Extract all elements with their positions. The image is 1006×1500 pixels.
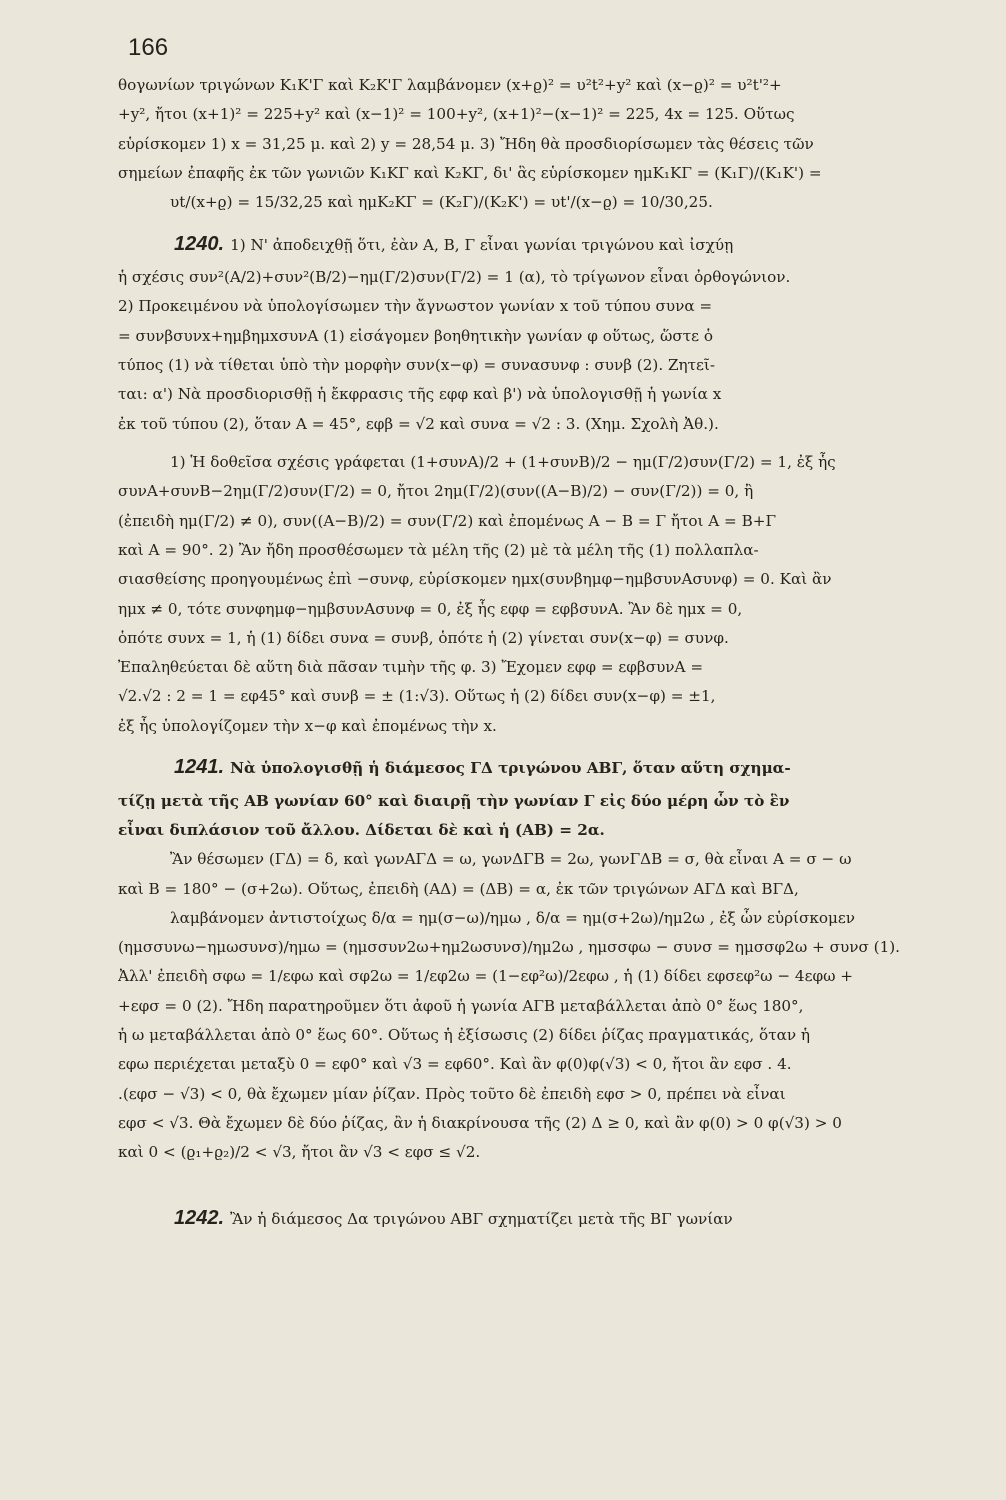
problem-1240-line — [118, 230, 966, 260]
text-line: ἡ ω μεταβάλλεται ἀπὸ 0° ἕως 60°. Οὕτως ἡ ἐξίσωσις (2) δίδει ῥίζας πραγματικάς, ὅταν ἡ — [118, 1026, 811, 1044]
text-line: Ἀλλ' ἐπειδὴ σφω = 1/εφω καὶ σφ2ω = 1/εφ2ω = (1−εφ²ω)/2εφω , ἡ (1) δίδει εφσεφ²ω − 4εφω + — [118, 967, 854, 986]
text-line: √2.√2 : 2 = 1 = εφ45° καὶ συνβ = ± (1:√3). Οὕτως ἡ (2) δίδει συν(x−φ) = ±1, — [118, 687, 716, 706]
page-number: 166 — [128, 34, 169, 61]
text-line: ὁπότε συνx = 1, ἡ (1) δίδει συνα = συνβ, ὁπότε ἡ (2) γίνεται συν(x−φ) = συνφ. — [118, 628, 729, 647]
text-line: .(εφσ − √3) < 0, θὰ ἔχωμεν μίαν ῥίζαν. Πρὸς τοῦτο δὲ ἐπειδὴ εφσ > 0, πρέπει νὰ εἶναι — [118, 1084, 786, 1103]
problem-text: 1) Ν' ἀποδειχθῇ ὅτι, ἐὰν Α, Β, Γ εἶναι γωνίαι τριγώνου καὶ ἰσχύῃ — [230, 235, 734, 254]
text-line: 2) Προκειμένου νὰ ὑπολογίσωμεν τὴν ἄγνωστον γωνίαν x τοῦ τύπου συνα = — [118, 297, 713, 316]
text-line: Ἐπαληθεύεται δὲ αὕτη διὰ πᾶσαν τιμὴν τῆς φ. 3) Ἔχομεν εφφ = εφβσυνΑ = — [118, 658, 704, 677]
problem-1242-line — [118, 1204, 966, 1234]
text-line: τίζῃ μετὰ τῆς ΑΒ γωνίαν 60° καὶ διαιρῇ τὴν γωνίαν Γ εἰς δύο μέρη ὧν τὸ ἓν — [118, 791, 790, 810]
solution-line: Ἂν θέσωμεν (ΓΔ) = δ, καὶ γωνΑΓΔ = ω, γωνΔΓΒ = 2ω, γωνΓΔΒ = σ, θὰ εἶναι Α = σ − ω — [170, 850, 852, 869]
text-line: = συνβσυνx+ημβημxσυνΑ (1) εἰσάγομεν βοηθητικὴν γωνίαν φ οὕτως, ὥστε ὁ — [118, 326, 714, 345]
text-line: εἶναι διπλάσιον τοῦ ἄλλου. Δίδεται δὲ καὶ ἡ (ΑΒ) = 2α. — [118, 820, 605, 839]
page-text — [118, 74, 966, 1240]
problem-text: Ἂν ἡ διάμεσος Δα τριγώνου ΑΒΓ σχηματίζει μετὰ τῆς ΒΓ γωνίαν — [230, 1209, 733, 1228]
text-line: εφω περιέχεται μεταξὺ 0 = εφ0° καὶ √3 = εφ60°. Καὶ ἂν φ(0)φ(√3) < 0, ἤτοι ἂν εφσ . 4. — [118, 1055, 792, 1074]
problem-number: 1242. — [174, 1206, 225, 1229]
text-line: (ἐπειδὴ ημ(Γ/2) ≠ 0), συν((Α−Β)/2) = συν(Γ/2) καὶ ἐπομένως Α − Β = Γ ἤτοι Α = Β+Γ — [118, 511, 777, 530]
text-line: καὶ Β = 180° − (σ+2ω). Οὕτως, ἐπειδὴ (ΑΔ) = (ΔΒ) = α, ἐκ τῶν τριγώνων ΑΓΔ καὶ ΒΓΔ, — [118, 879, 799, 898]
text-line: +y², ἤτοι (x+1)² = 225+y² καὶ (x−1)² = 100+y², (x+1)²−(x−1)² = 225, 4x = 125. Οὕτως — [118, 105, 795, 124]
problem-number: 1241. — [174, 756, 225, 779]
problem-1241-line — [118, 753, 966, 783]
text-line: ἡ σχέσις συν²(Α/2)+συν²(Β/2)−ημ(Γ/2)συν(Γ/2) = 1 (α), τὸ τρίγωνον εἶναι ὀρθογώνιον. — [118, 268, 791, 287]
solution-line: 1) Ἡ δοθεῖσα σχέσις γράφεται (1+συνΑ)/2 + (1+συνΒ)/2 − ημ(Γ/2)συν(Γ/2) = 1, ἐξ ἧς — [170, 453, 836, 472]
text-line: ἐξ ἧς ὑπολογίζομεν τὴν x−φ καὶ ἐπομένως τὴν x. — [118, 716, 497, 735]
text-line: ται: α') Νὰ προσδιορισθῇ ἡ ἔκφρασις τῆς εφφ καὶ β') νὰ ὑπολογισθῇ ἡ γωνία x — [118, 385, 722, 404]
text-line: σημείων ἐπαφῆς ἐκ τῶν γωνιῶν Κ₁ΚΓ καὶ Κ₂ΚΓ, δι' ἃς εὑρίσκομεν ημΚ₁ΚΓ = (Κ₁Γ)/(Κ₁Κ') = — [118, 163, 822, 182]
text-line: σιασθείσης προηγουμένως ἐπὶ −συνφ, εὑρίσκομεν ημx(συνβημφ−ημβσυνΑσυνφ) = 0. Καὶ ἂν — [118, 570, 832, 589]
text-line: λαμβάνομεν ἀντιστοίχως δ/α = ημ(σ−ω)/ημω , δ/α = ημ(σ+2ω)/ημ2ω , ἐξ ὧν εὑρίσκομεν — [170, 908, 855, 927]
text-line: εὑρίσκομεν 1) x = 31,25 μ. καὶ 2) y = 28,54 μ. 3) Ἤδη θὰ προσδιορίσωμεν τὰς θέσεις τῶν — [118, 134, 814, 153]
text-line: τύπος (1) νὰ τίθεται ὑπὸ τὴν μορφὴν συν(x−φ) = συνασυνφ : συνβ (2). Ζητεῖ- — [118, 355, 715, 374]
text-line: υt/(x+ϱ) = 15/32,25 καὶ ημΚ₂ΚΓ = (Κ₂Γ)/(Κ₂Κ') = υt'/(x−ϱ) = 10/30,25. — [170, 193, 713, 212]
text-line: καὶ Α = 90°. 2) Ἂν ἤδη προσθέσωμεν τὰ μέλη τῆς (2) μὲ τὰ μέλη τῆς (1) πολλαπλα- — [118, 540, 759, 559]
problem-text: Νὰ ὑπολογισθῇ ἡ διάμεσος ΓΔ τριγώνου ΑΒΓ, ὅταν αὕτη σχημα- — [230, 759, 791, 778]
text-line: θογωνίων τριγώνων Κ₁Κ'Γ καὶ Κ₂Κ'Γ λαμβάνομεν (x+ϱ)² = υ²t²+y² καὶ (x−ϱ)² = υ²t'²+ — [118, 76, 782, 94]
text-line: καὶ 0 < (ϱ₁+ϱ₂)/2 < √3, ἤτοι ἂν √3 < εφσ ≤ √2. — [118, 1143, 481, 1162]
text-line: +εφσ = 0 (2). Ἤδη παρατηροῦμεν ὅτι ἀφοῦ ἡ γωνία ΑΓΒ μεταβάλλεται ἀπὸ 0° ἕως 180°, — [118, 996, 804, 1015]
text-line: συνΑ+συνΒ−2ημ(Γ/2)συν(Γ/2) = 0, ἤτοι 2ημ(Γ/2)(συν((Α−Β)/2) − συν(Γ/2)) = 0, ἢ — [118, 482, 754, 501]
text-line: εφσ < √3. Θὰ ἔχωμεν δὲ δύο ῥίζας, ἂν ἡ διακρίνουσα τῆς (2) Δ ≥ 0, καὶ ἂν φ(0) > 0 φ(√3) > 0 — [118, 1113, 842, 1132]
problem-number: 1240. — [174, 232, 225, 255]
text-line: (ημσσυνω−ημωσυνσ)/ημω = (ημσσυν2ω+ημ2ωσυνσ)/ημ2ω , ημσσφω − συνσ = ημσσφ2ω + συνσ (1). — [118, 938, 900, 957]
text-line: ἐκ τοῦ τύπου (2), ὅταν Α = 45°, εφβ = √2 καὶ συνα = √2 : 3. (Χημ. Σχολὴ Ἀθ.). — [118, 414, 719, 433]
text-line: ημx ≠ 0, τότε συνφημφ−ημβσυνΑσυνφ = 0, ἐξ ἧς εφφ = εφβσυνΑ. Ἂν δὲ ημx = 0, — [118, 599, 743, 618]
